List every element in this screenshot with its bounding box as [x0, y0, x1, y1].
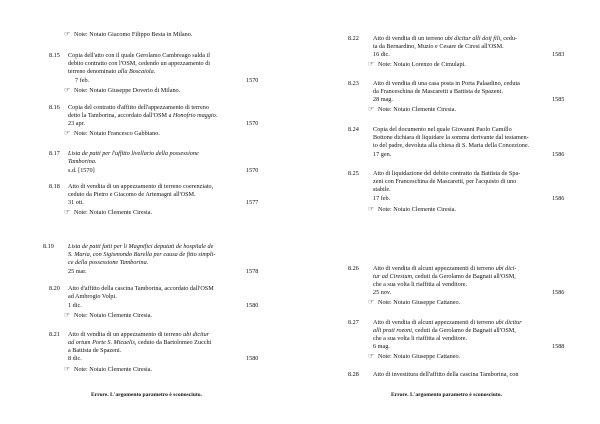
entry-year: 1586 [552, 151, 565, 158]
entry-number: 8.21 [49, 331, 60, 338]
note-row: ☞ Note: Notaio Lorenzo de Cimulapi. [368, 60, 466, 68]
entry-year: 1570 [246, 120, 259, 127]
entry-date: 17 gen. [373, 151, 392, 158]
entry-year: 1586 [552, 289, 565, 296]
entry-date: 16 dic. [373, 51, 390, 58]
entry-number: 8.17 [49, 150, 60, 157]
note-row: ☞ Note: Notaio Giuseppe Cattaneo. [368, 298, 461, 306]
entry-number: 8.23 [348, 80, 359, 87]
pointing-hand-icon: ☞ [64, 208, 71, 216]
entry-number: 8.27 [348, 319, 359, 326]
entry-year: 1580 [246, 355, 259, 362]
entry-year: 1588 [552, 343, 565, 350]
entry-date: 28 mag. [373, 96, 393, 103]
entry-date: 6 mag. [373, 343, 390, 350]
right-page: 8.22 Atto di vendita di un terreno ubi dicitur alli doij fili, cedu- ta da Bernardino, Muzio e Cesare de Ciresi all'OSM. 16 dic. 1583 ☞ Note: Notaio Lorenzo de Cimulapi. 8.23 Atto di vendita di una casa posta in Porta Palaadino, ceduta da Franceschina de Mascaretti a Battista de Spazeni. 28 mag. 1585 ☞ Note: Notaio Clemente Ciresia. 8.24 Copia del documento nel quale Giovanni Paolo Camillo Bottone dichiara di liquidare la somma derivante dal testamen- to del padre, devoluta alla chiesa di S. Maria della Concezione. 17 gen. 1586 8.25 Atto di liquidazione del debito contratto da Battista de Spa- zeni con Franceschina de Mascaretti, per l'acquisto di uno stabile. 17 feb. 1586 ☞ Note: Notaio Clemente Ciresia. 8.26 Atto di vendita di alcuni appezzamenti di terreno ubi dici- tur ad Ciresium, ceduti da Gerolamo de Bagnati all'OSM, che a sua volta li riaffitta al venditore. 25 nov. 1586 ☞ Note: Notaio Giuseppe Cattaneo. 8.27 Atto di vendita di alcuni appezzamenti di terreno ubi dicitur alli prati rozoni, ceduti da Gerolamo de Bagnati all'OSM, che a sua volta li riaffitta al venditore. 6 mag. 1588 ☞ Note: Notaio Giuseppe Cattaneo. 8.28 Atto di investitura dell'affitto della cascina Tamborina, con Errore. L'argomento parametro è sconosciuto. [348, 35, 565, 398]
note-row: ☞ Note: Notaio Giuseppe Cattaneo. [368, 352, 461, 360]
note-row: ☞ Note: Notaio Giuseppe Doverio di Milano. [64, 86, 181, 94]
pointing-hand-icon: ☞ [368, 60, 375, 68]
page-footer: Errore. L'argomento parametro è sconosciuto. [391, 392, 502, 398]
entry-year: 1570 [246, 167, 259, 174]
entry-date: 31 ott. [68, 199, 84, 206]
page-footer: Errore. L'argomento parametro è sconosciuto. [91, 392, 202, 398]
entry-number: 8.24 [348, 126, 359, 133]
note-row: ☞ Note: Notaio Francesco Gabbiano. [64, 129, 160, 137]
note-row: ☞ Note: Notaio Clemente Ciresia. [64, 208, 153, 216]
entry-year: 1578 [246, 268, 259, 275]
pointing-hand-icon: ☞ [368, 105, 375, 113]
note-row: ☞ Note: Notaio Clemente Ciresia. [368, 205, 457, 213]
entry-date: 23 apr. [68, 120, 85, 127]
note-row: ☞ Note: Notaio Clemente Ciresia. [64, 365, 153, 373]
entry-number: 8.19 [43, 243, 54, 250]
entry-year: 1577 [246, 199, 259, 206]
entry-number: 8.26 [348, 265, 359, 272]
entry-date: 7 feb. [75, 77, 90, 84]
pointing-hand-icon: ☞ [64, 86, 71, 94]
pointing-hand-icon: ☞ [64, 129, 71, 137]
entry-date: 8 dic. [68, 355, 82, 362]
pointing-hand-icon: ☞ [368, 352, 375, 360]
entry-date: 25 mar. [68, 268, 87, 275]
entry-number: 8.15 [49, 52, 60, 59]
pointing-hand-icon: ☞ [64, 30, 71, 38]
entry-year: 1586 [552, 195, 565, 202]
note-row: ☞ Note: Notaio Giacomo Filippo Besta in Milano. [64, 30, 193, 38]
pointing-hand-icon: ☞ [368, 205, 375, 213]
entry-number: 8.16 [49, 104, 60, 111]
entry-number: 8.28 [348, 371, 359, 378]
pointing-hand-icon: ☞ [64, 365, 71, 373]
entry-number: 8.22 [348, 35, 359, 42]
entry-year: 1583 [552, 51, 565, 58]
entry-year: 1580 [246, 302, 259, 309]
left-page: ☞ Note: Notaio Giacomo Filippo Besta in Milano. 8.15 Copia dell'atto con il quale Gerolamo Cambreago salda il debito contratto con l'OSM, cedendo un appezzamento di terreno denominato alla Boscaiola. 7 feb. 1570 ☞ Note: Notaio Giuseppe Doverio di Milano. 8.16 Copia del contratto d'affitto dell'appezzamento di terreno detto la Tamborina, accordato dall'OSM a Honofrio maggio. 23 apr. 1570 ☞ Note: Notaio Francesco Gabbiano. 8.17 Lista de patti per l'uffitto livellario della possessione Tamborina. s.d. [1570] 1570 8.18 Atto di vendita di un appezzamento di terreno coerenziato, ceduto da Pietro e Giacomo de Artemagni all'OSM. 31 ott. 1577 ☞ Note: Notaio Clemente Ciresia. 8.19 Lista de patti fatti per li Magnifici deputati de hospitale de S. Maria, con Sigismondo Burella per causa de fitto simpli- ce della possessione Tamborina. 25 mar. 1578 8.20 Atto d'affitto della cascina Tamborina, accordato dall'OSM ad Ambrogio Volpi. 1 dic. 1580 ☞ Note: Notaio Clemente Ciresia. 8.21 Atto di vendita di un appezzamento di terreno ubi dicitur ad ortum Porte S. Micaelis, ceduto da Bartolomeo Zucchi a Battista de Spazeni. 8 dic. 1580 ☞ Note: Notaio Clemente Ciresia. Errore. L'argomento parametro è sconosciuto. [43, 30, 259, 398]
entry-number: 8.20 [49, 285, 60, 292]
entry-year: 1570 [246, 77, 259, 84]
entry-date: 1 dic. [68, 302, 82, 309]
entry-year: 1585 [552, 96, 565, 103]
note-row: ☞ Note: Notaio Clemente Ciresia. [64, 311, 153, 319]
entry-date: s.d. [1570] [68, 167, 95, 174]
entry-number: 8.18 [49, 183, 60, 190]
entry-date: 25 nov. [373, 289, 392, 296]
note-row: ☞ Note: Notaio Clemente Ciresia. [368, 105, 457, 113]
pointing-hand-icon: ☞ [64, 311, 71, 319]
entry-number: 8.25 [348, 170, 359, 177]
pointing-hand-icon: ☞ [368, 298, 375, 306]
entry-date: 17 feb. [373, 195, 391, 202]
